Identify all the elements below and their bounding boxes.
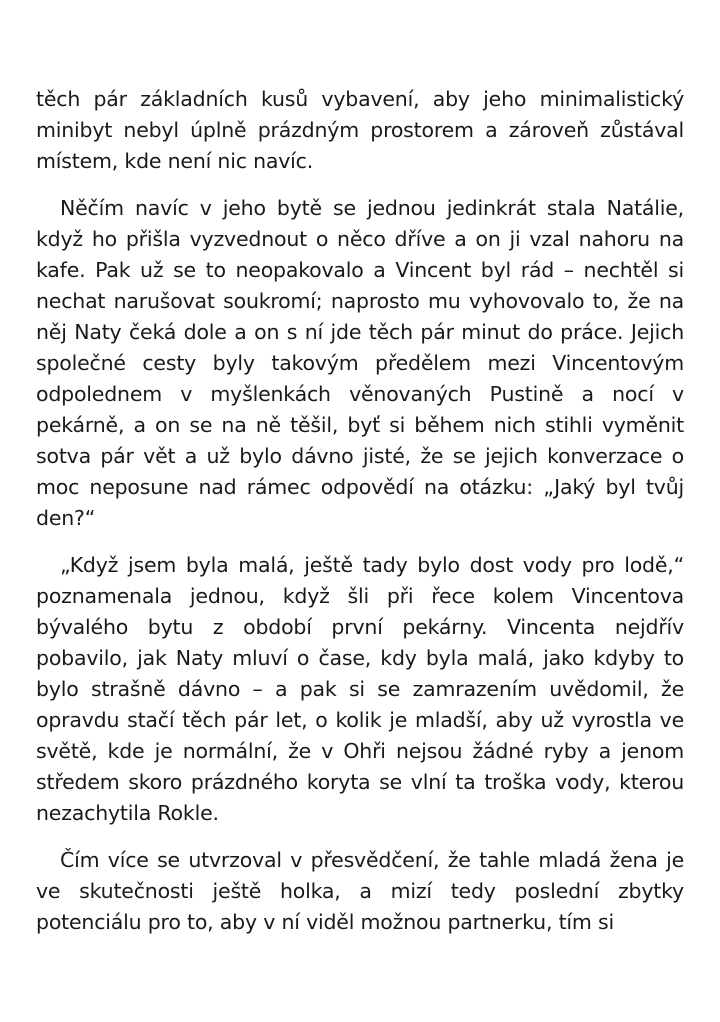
- paragraph-3: „Když jsem byla malá, ještě tady bylo dost vody pro lodě,“ poznamenala jednou, když šli při řece kolem Vincentova bývalého bytu z období první pekárny. Vincenta nejdřív pobavilo, jak Naty mluví o čase, kdy byla malá, jako kdyby to bylo strašně dávno – a pak si se zamrazením uvědomil, že opravdu stačí těch pár let, o kolik je mladší, aby už vyrostla ve světě, kde je normální, že v Ohři nejsou žádné ryby a jenom středem skoro prázdného koryta se vlní ta troška vody, kterou nezachytila Rokle.: [36, 553, 684, 825]
- paragraph-2: Něčím navíc v jeho bytě se jednou jedinkrát stala Natálie, když ho přišla vyzvednout o něco dříve a on ji vzal nahoru na kafe. Pak už se to neopakovalo a Vincent byl rád – nechtěl si nechat narušovat soukromí; naprosto mu vyhovovalo to, že na něj Naty čeká dole a on s ní jde těch pár minut do práce. Jejich společné cesty byly takovým předělem mezi Vincentovým odpolednem v myšlenkách věnovaných Pustině a nocí v pekárně, a on se na ně těšil, byť si během nich stihli vyměnit sotva pár vět a už bylo dávno jisté, že se jejich konverzace o moc neposune nad rámec odpovědí na otázku: „Jaký byl tvůj den?“: [36, 196, 684, 530]
- paragraph-1: těch pár základních kusů vybavení, aby jeho minimalistický minibyt nebyl úplně prázdným prostorem a zároveň zůstával místem, kde není nic navíc.: [36, 87, 684, 173]
- paragraph-4: Čím více se utvrzoval v přesvědčení, že tahle mladá žena je ve skutečnosti ještě holka, a mizí tedy poslední zbytky potenciálu pro to, aby v ní viděl možnou partnerku, tím si: [36, 848, 684, 934]
- document-page: [36, 84, 684, 954]
